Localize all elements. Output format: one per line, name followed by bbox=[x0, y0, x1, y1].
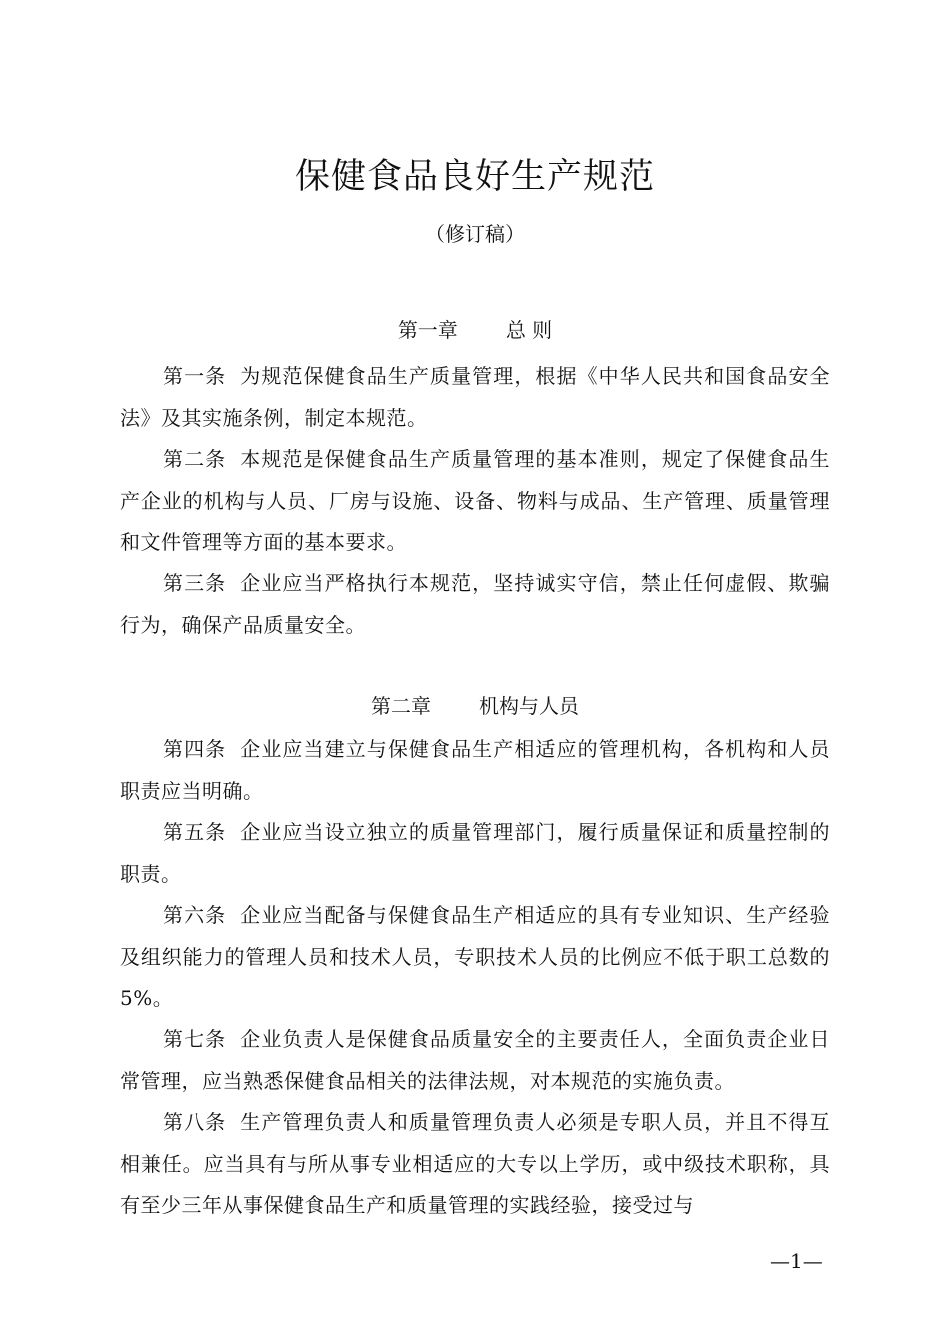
page-number: —1— bbox=[770, 1249, 823, 1273]
article-7 bbox=[120, 1019, 830, 1102]
article-6 bbox=[120, 895, 830, 1020]
article-5 bbox=[120, 812, 830, 895]
article-text: 为规范保健食品生产质量管理，根据《中华人民共和国食品安全法》及其实施条例，制定本规范。 bbox=[120, 364, 830, 430]
article-number: 第一条 bbox=[163, 364, 227, 388]
chapter-number: 第一章 bbox=[397, 318, 458, 342]
chapter-name: 总 则 bbox=[505, 318, 553, 342]
article-1 bbox=[120, 356, 830, 439]
chapter-heading-2 bbox=[0, 691, 950, 721]
document-title: 保健食品良好生产规范 bbox=[294, 157, 655, 197]
article-number: 第七条 bbox=[163, 1027, 227, 1051]
article-number: 第二条 bbox=[163, 447, 227, 471]
chapter-name: 机构与人员 bbox=[479, 694, 579, 718]
article-number: 第五条 bbox=[163, 820, 227, 844]
article-text: 企业应当设立独立的质量管理部门，履行质量保证和质量控制的职责。 bbox=[120, 820, 830, 886]
article-text: 本规范是保健食品生产质量管理的基本准则，规定了保健食品生产企业的机构与人员、厂房与设施、设备、物料与成品、生产管理、质量管理和文件管理等方面的基本要求。 bbox=[120, 447, 830, 554]
article-text: 企业负责人是保健食品质量安全的主要责任人，全面负责企业日常管理，应当熟悉保健食品相关的法律法规，对本规范的实施负责。 bbox=[120, 1027, 830, 1093]
article-4 bbox=[120, 729, 830, 812]
article-text: 企业应当建立与保健食品生产相适应的管理机构，各机构和人员职责应当明确。 bbox=[120, 737, 830, 803]
article-number: 第四条 bbox=[163, 737, 227, 761]
article-text: 企业应当严格执行本规范，坚持诚实守信，禁止任何虚假、欺骗行为，确保产品质量安全。 bbox=[120, 571, 830, 637]
chapter-heading-1 bbox=[0, 315, 950, 345]
chapter-number: 第二章 bbox=[371, 694, 431, 718]
article-number: 第六条 bbox=[163, 903, 227, 927]
article-2 bbox=[120, 439, 830, 564]
article-8 bbox=[120, 1102, 830, 1227]
article-3 bbox=[120, 563, 830, 646]
article-text: 企业应当配备与保健食品生产相适应的具有专业知识、生产经验及组织能力的管理人员和技术人员，专职技术人员的比例应不低于职工总数的 5%。 bbox=[120, 903, 830, 1010]
article-text: 生产管理负责人和质量管理负责人必须是专职人员，并且不得互相兼任。应当具有与所从事专业相适应的大专以上学历，或中级技术职称，具有至少三年从事保健食品生产和质量管理的实践经验，接受过与 bbox=[120, 1110, 830, 1217]
article-number: 第三条 bbox=[163, 571, 227, 595]
article-number: 第八条 bbox=[163, 1110, 227, 1134]
document-subtitle: （修订稿） bbox=[425, 222, 525, 246]
